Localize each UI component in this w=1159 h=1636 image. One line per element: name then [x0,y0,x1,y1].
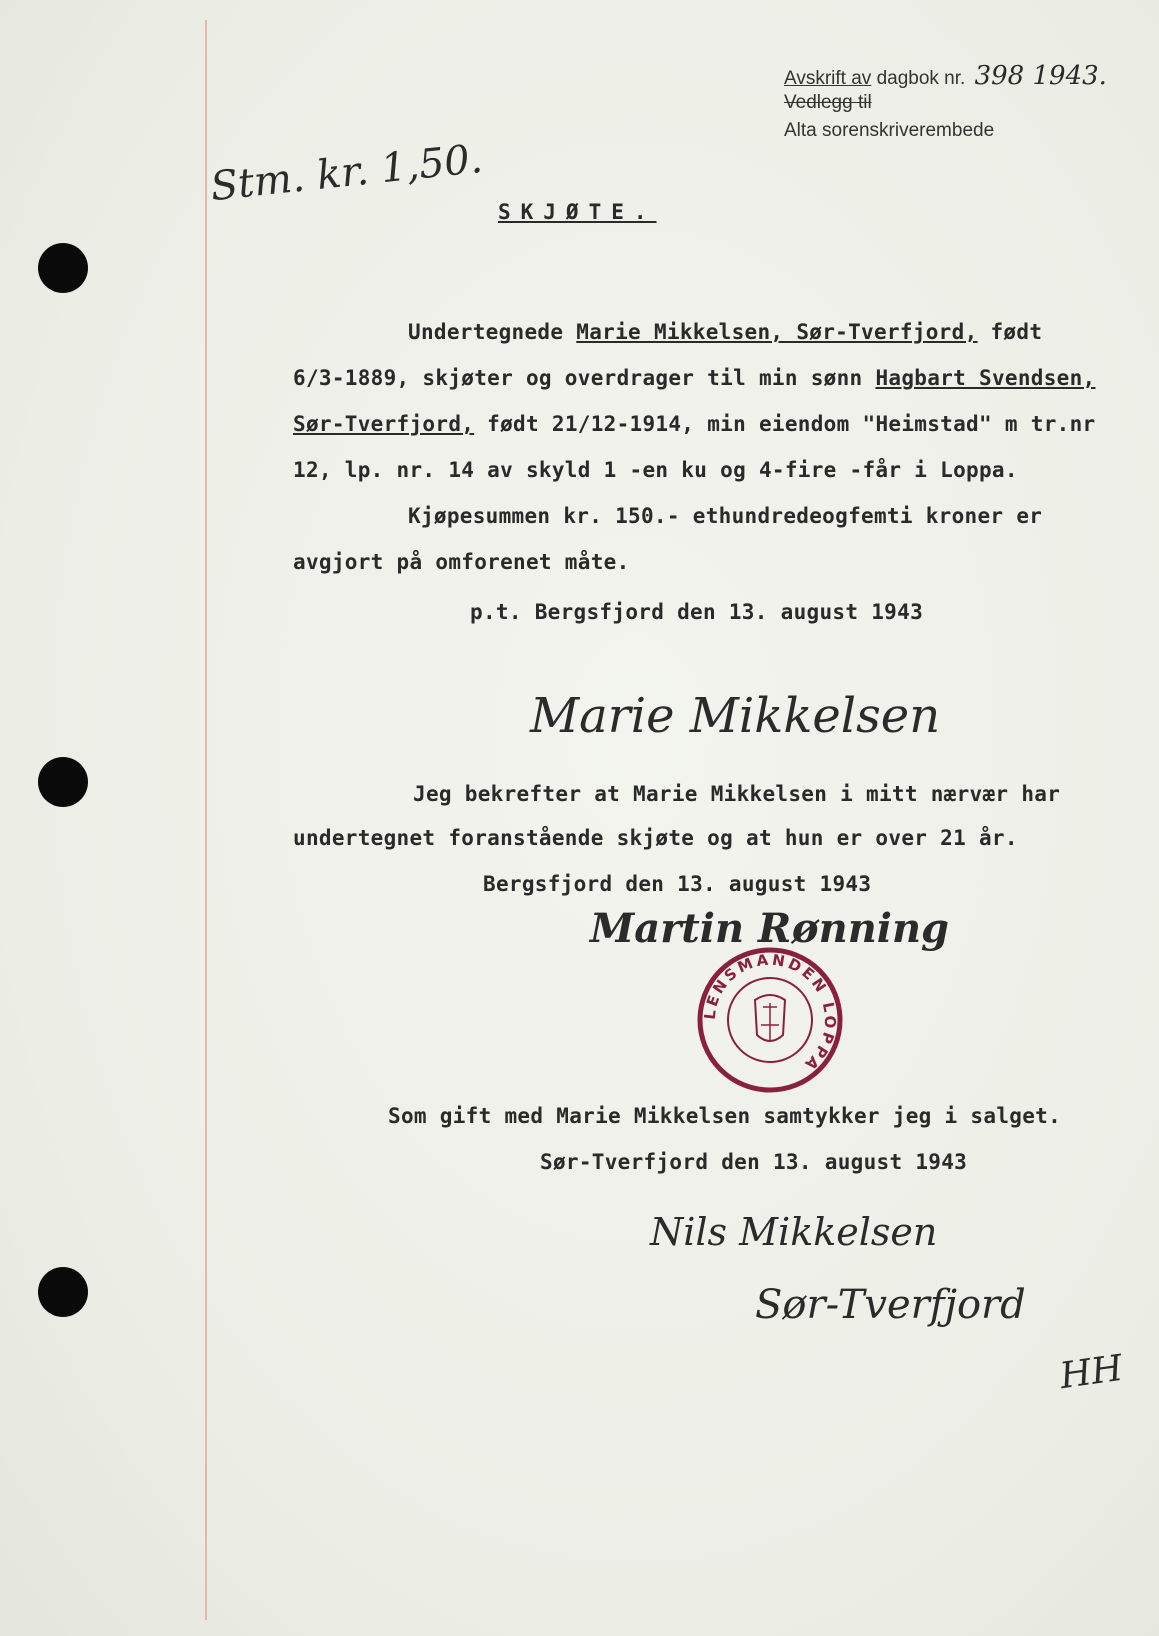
confirm-line-1: Jeg bekrefter at Marie Mikkelsen i mitt nærvær har [413,782,1061,806]
body-line-6: avgjort på omforenet måte. [293,550,630,574]
dagbok-label: dagbok nr. [876,68,966,89]
place-date-2: Bergsfjord den 13. august 1943 [483,872,872,896]
consent-line-1: Som gift med Marie Mikkelsen samtykker jeg i salget. [388,1104,1062,1128]
signature-marie-mikkelsen: Marie Mikkelsen [530,688,941,744]
punch-hole-bottom [38,1267,88,1317]
margin-line [205,20,207,1620]
confirm-line-2: undertegnet foranstående skjøte og at hun er over 21 år. [293,826,1018,850]
body-line-2: 6/3-1889, skjøter og overdrager til min sønn Hagbart Svendsen, [293,366,1096,390]
signature-place: Sør-Tverfjord [755,1282,1026,1328]
header-stamp [784,61,1107,143]
place-date-1: p.t. Bergsfjord den 13. august 1943 [470,600,924,624]
body-line-3: Sør-Tverfjord, født 21/12-1914, min eiendom "Heimstad" m tr.nr [293,412,1096,436]
body-line-1: Undertegnede Marie Mikkelsen, Sør-Tverfjord, født [408,320,1043,344]
dagbok-number: 398 1943. [974,61,1107,91]
body-line-4: 12, lp. nr. 14 av skyld 1 -en ku og 4-fire -får i Loppa. [293,458,1018,482]
signature-lensmann: Martin Rønning [590,905,950,952]
signature-nils-mikkelsen: Nils Mikkelsen [650,1210,938,1254]
body-line-5: Kjøpesummen kr. 150.- ethundredeogfemti kroner er [408,504,1043,528]
seal-text: LENSMANDEN LOPPA [700,950,840,1076]
office-name: Alta sorenskriverembede [784,120,995,141]
lensmann-seal [695,945,845,1095]
document-title: SKJØTE. [498,200,657,224]
punch-hole-middle [38,757,88,807]
avskrift-label: Avskrift av [784,68,872,89]
punch-hole-top [38,243,88,293]
initials: HH [1057,1347,1126,1398]
stamp-fee: Stm. kr. 1,50. [208,135,485,211]
place-date-3: Sør-Tverfjord den 13. august 1943 [540,1150,968,1174]
vedlegg-label: Vedlegg til [784,92,872,113]
